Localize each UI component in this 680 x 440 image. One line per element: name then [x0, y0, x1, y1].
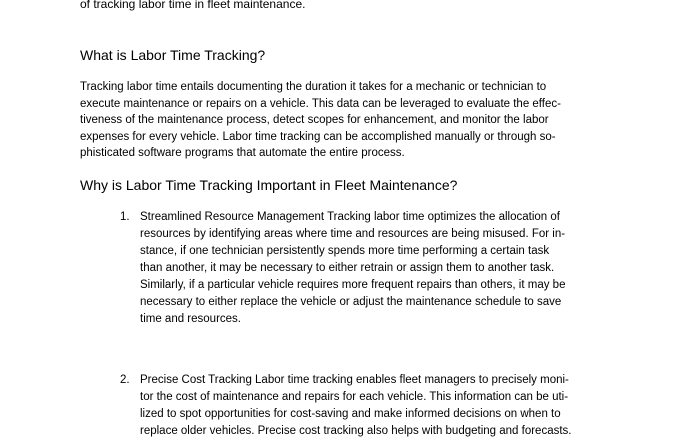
paragraph-line: Tracking labor time entails documenting the duration it takes for a mechanic or technician to — [80, 81, 547, 93]
list-item-body — [140, 209, 610, 328]
list-item-line: stance, if one technician persistently spends more time performing a certain task — [140, 245, 550, 257]
list-item-body — [140, 372, 610, 440]
paragraph-line: phisticated software programs that automate the entire process. — [80, 147, 405, 160]
list-item-line: necessary to either replace the vehicle or adjust the maintenance schedule to save — [140, 296, 562, 308]
section-paragraph-definition — [80, 79, 600, 162]
paragraph-line: expenses for every vehicle. Labor time tracking can be accomplished manually or through so- — [80, 130, 556, 143]
list-item-line: replace older vehicles. Precise cost tracking also helps with budgeting and forecasts. — [140, 425, 572, 437]
list-item-number: 2. — [120, 374, 130, 386]
list-item-line: resources by identifying areas where time and resources are being misused. For in- — [140, 228, 566, 240]
list-item-line: time and resources. — [140, 313, 241, 325]
list-item-line: Precise Cost Tracking Labor time tracking enables fleet managers to precisely moni- — [140, 374, 569, 386]
intro-paragraph-tail: of tracking labor time in fleet maintenance. — [80, 0, 306, 11]
section-heading-what-is: What is Labor Time Tracking? — [80, 47, 266, 63]
paragraph-line: tiveness of the maintenance process, detect scopes for enhancement, and monitor the labor — [80, 114, 549, 127]
list-item-number: 1. — [120, 211, 130, 223]
list-item-line: tor the cost of maintenance and repairs for each vehicle. This information can be uti- — [140, 391, 569, 403]
list-item-line: Similarly, if a particular vehicle requires more frequent repairs than others, it may be — [140, 279, 566, 291]
list-item-line: than another, it may be necessary to either retrain or assign them to another task. — [140, 262, 555, 274]
list-item-line: Streamlined Resource Management Tracking labor time optimizes the allocation of — [140, 211, 560, 223]
section-heading-why-important: Why is Labor Time Tracking Important in Fleet Maintenance? — [80, 177, 458, 193]
paragraph-line: execute maintenance or repairs on a vehicle. This data can be leveraged to evaluate the effec- — [80, 97, 561, 110]
list-item-line: lized to spot opportunities for cost-saving and make informed decisions on when to — [140, 408, 561, 420]
